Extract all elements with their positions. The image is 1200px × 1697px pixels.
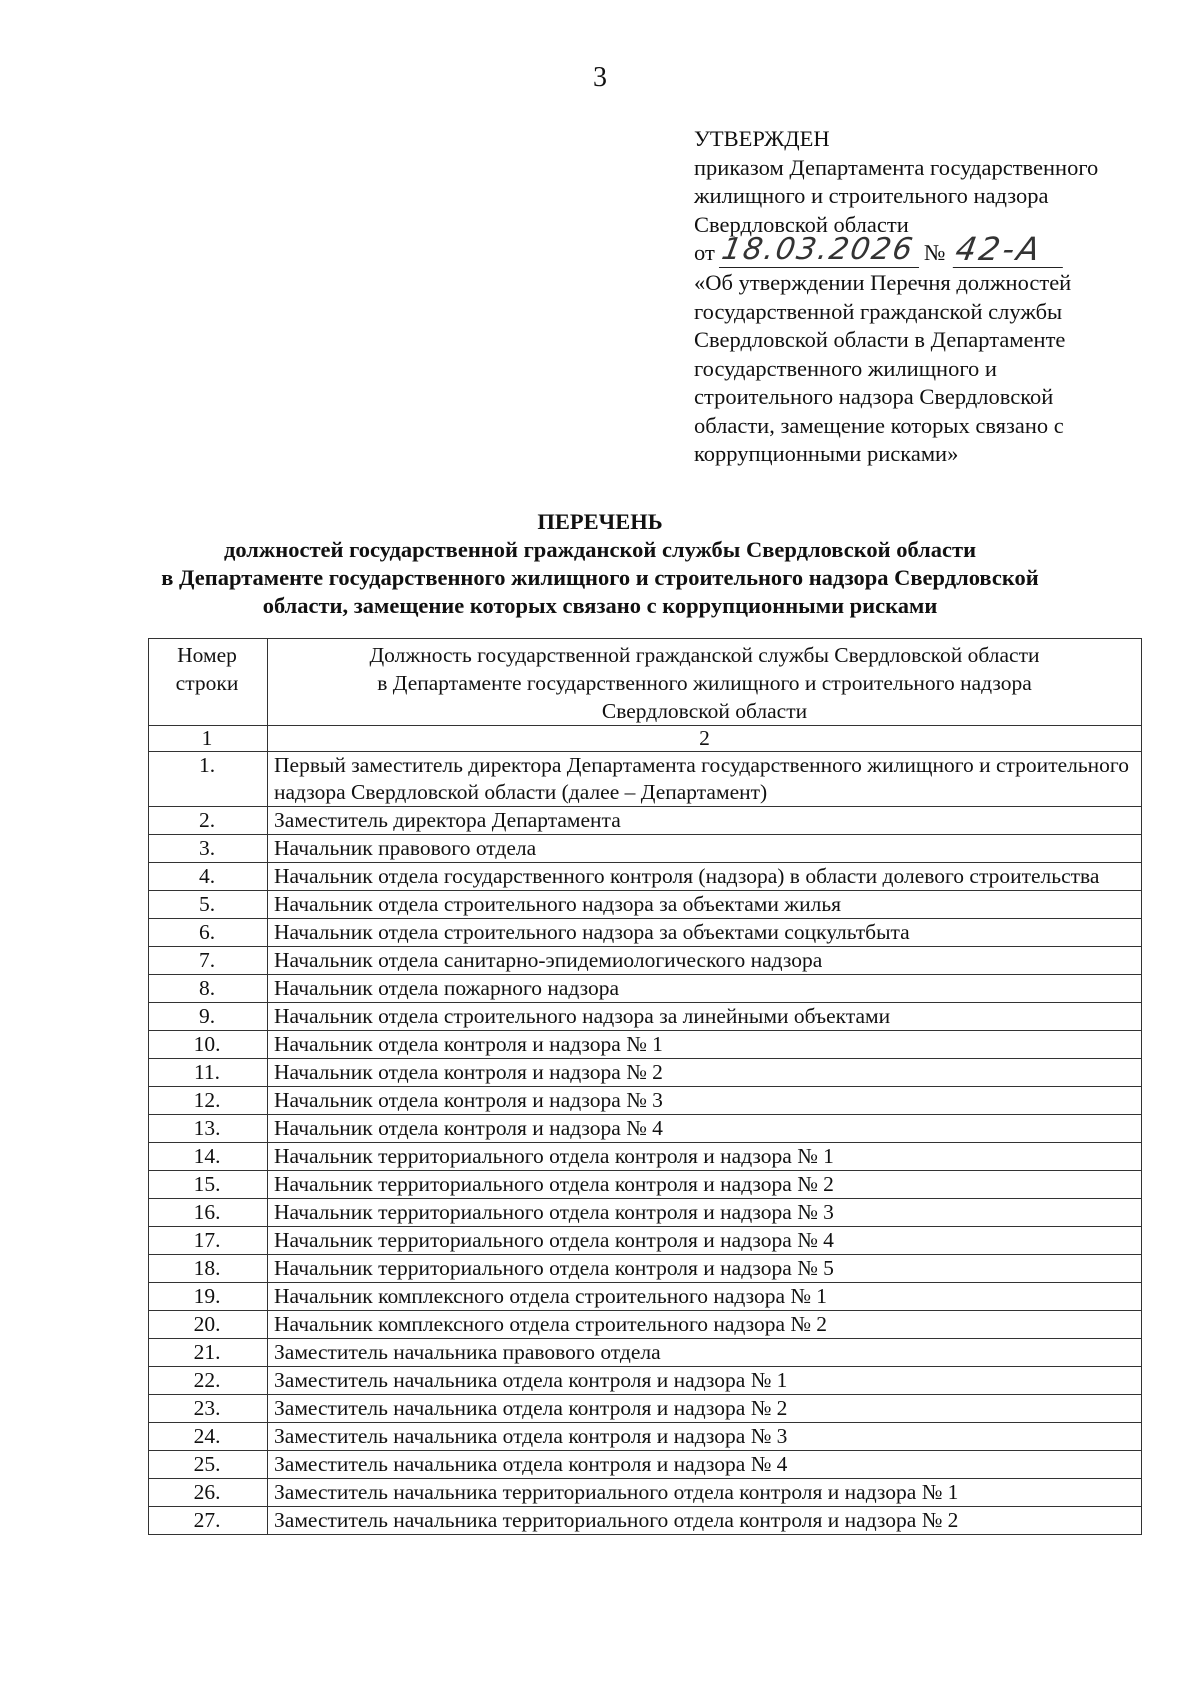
row-number-cell: 1. [149, 752, 268, 807]
header-text: Должность государственной гражданской службы Свердловской области [369, 643, 1040, 667]
approval-subject-line: Свердловской области в Департаменте [694, 327, 1066, 352]
approval-subject-line: государственной гражданской службы [694, 298, 1063, 324]
document-title [0, 508, 1200, 620]
row-number-cell: 3. [149, 835, 268, 863]
row-number-cell: 26. [149, 1479, 268, 1507]
page-number: 3 [593, 62, 607, 93]
row-number-cell: 18. [149, 1255, 268, 1283]
row-number-cell: 24. [149, 1423, 268, 1451]
positions-table [148, 638, 1142, 1535]
header-number-cell [149, 639, 268, 726]
title-line: ПЕРЕЧЕНЬ [537, 509, 663, 534]
table-row [149, 752, 1142, 807]
table-header-row [149, 639, 1142, 726]
table-row [149, 807, 1142, 835]
table-row [149, 1367, 1142, 1395]
row-position-cell: Заместитель директора Департамента [268, 807, 1142, 835]
row-position-cell: Начальник комплексного отдела строительного надзора № 1 [268, 1283, 1142, 1311]
row-position-cell: Начальник отдела пожарного надзора [268, 975, 1142, 1003]
row-position-cell: Начальник территориального отдела контроля и надзора № 2 [268, 1171, 1142, 1199]
table-row [149, 1395, 1142, 1423]
table-row [149, 919, 1142, 947]
handwritten-date: 18.03.2026 [719, 233, 925, 268]
title-line: области, замещение которых связано с коррупционными рисками [262, 593, 938, 618]
row-position-cell: Начальник территориального отдела контроля и надзора № 3 [268, 1199, 1142, 1227]
row-number-cell: 17. [149, 1227, 268, 1255]
row-position-cell: Начальник отдела контроля и надзора № 3 [268, 1087, 1142, 1115]
row-number-cell: 4. [149, 863, 268, 891]
approval-subject-line: области, замещение которых связано с [694, 412, 1064, 438]
approval-heading: УТВЕРЖДЕН [694, 126, 830, 151]
row-position-cell: Начальник отдела контроля и надзора № 2 [268, 1059, 1142, 1087]
row-number-cell: 8. [149, 975, 268, 1003]
row-number-cell: 25. [149, 1451, 268, 1479]
table-row [149, 1255, 1142, 1283]
table-row [149, 975, 1142, 1003]
approval-subject-line: коррупционными рисками» [694, 441, 959, 466]
row-number-cell: 23. [149, 1395, 268, 1423]
row-number-cell: 6. [149, 919, 268, 947]
table-row [149, 1451, 1142, 1479]
table-row [149, 1031, 1142, 1059]
row-number-cell: 15. [149, 1171, 268, 1199]
table-row [149, 1171, 1142, 1199]
header-position-cell [268, 639, 1142, 726]
table-row [149, 1199, 1142, 1227]
row-position-cell: Начальник отдела контроля и надзора № 4 [268, 1115, 1142, 1143]
row-position-cell: Заместитель начальника отдела контроля и надзора № 4 [268, 1451, 1142, 1479]
row-number-cell: 7. [149, 947, 268, 975]
table-index-row [149, 726, 1142, 752]
row-position-cell: Начальник территориального отдела контроля и надзора № 1 [268, 1143, 1142, 1171]
row-position-cell: Начальник отдела контроля и надзора № 1 [268, 1031, 1142, 1059]
row-position-cell: Начальник отдела строительного надзора за объектами соцкультбыта [268, 919, 1142, 947]
table-row [149, 1003, 1142, 1031]
table-row [149, 891, 1142, 919]
header-text: Свердловской области [601, 699, 808, 723]
row-position-cell: Заместитель начальника территориального отдела контроля и надзора № 2 [268, 1507, 1142, 1535]
row-number-cell: 2. [149, 807, 268, 835]
table-row [149, 947, 1142, 975]
table-row [149, 1143, 1142, 1171]
approval-subject-line: строительного надзора Свердловской [694, 384, 1054, 409]
header-text: Номер [177, 643, 237, 667]
table-row [149, 1423, 1142, 1451]
row-number-cell: 22. [149, 1367, 268, 1395]
header-text: строки [175, 671, 239, 695]
row-position-cell: Начальник территориального отдела контроля и надзора № 4 [268, 1227, 1142, 1255]
row-position-cell: Начальник территориального отдела контроля и надзора № 5 [268, 1255, 1142, 1283]
table-row [149, 1115, 1142, 1143]
table-row [149, 1227, 1142, 1255]
handwritten-number: 42-А [953, 231, 1070, 268]
approval-subject-line: государственного жилищного и [694, 355, 997, 381]
approval-order-line: жилищного и строительного надзора [694, 183, 1049, 208]
row-position-cell: Начальник отдела санитарно-эпидемиологического надзора [268, 947, 1142, 975]
row-position-cell: Заместитель начальника отдела контроля и надзора № 1 [268, 1367, 1142, 1395]
row-number-cell: 21. [149, 1339, 268, 1367]
header-text: в Департаменте государственного жилищного и строительного надзора [377, 671, 1032, 695]
title-line: в Департаменте государственного жилищного и строительного надзора Свердловской [161, 565, 1039, 590]
row-position-cell: Первый заместитель директора Департамента государственного жилищного и строительного надзора Свердловской области (далее – Департамент) [268, 752, 1142, 807]
row-position-cell: Начальник отдела государственного контроля (надзора) в области долевого строительства [268, 863, 1142, 891]
row-position-cell: Начальник правового отдела [268, 835, 1142, 863]
row-position-cell: Заместитель начальника отдела контроля и надзора № 3 [268, 1423, 1142, 1451]
row-position-cell: Начальник отдела строительного надзора за объектами жилья [268, 891, 1142, 919]
row-number-cell: 16. [149, 1199, 268, 1227]
table-row [149, 1339, 1142, 1367]
table-row [149, 1479, 1142, 1507]
table-row [149, 1311, 1142, 1339]
table-row [149, 1283, 1142, 1311]
row-position-cell: Начальник комплексного отдела строительного надзора № 2 [268, 1311, 1142, 1339]
row-position-cell: Заместитель начальника территориального отдела контроля и надзора № 1 [268, 1479, 1142, 1507]
approval-order-line: приказом Департамента государственного [694, 154, 1099, 180]
index-cell: 2 [268, 726, 1142, 752]
row-position-cell: Начальник отдела строительного надзора за линейными объектами [268, 1003, 1142, 1031]
approval-order-line: Свердловской области [694, 211, 909, 237]
index-cell: 1 [149, 726, 268, 752]
table-row [149, 863, 1142, 891]
approval-block [694, 125, 1194, 469]
row-number-cell: 12. [149, 1087, 268, 1115]
row-position-cell: Заместитель начальника отдела контроля и надзора № 2 [268, 1395, 1142, 1423]
row-number-cell: 9. [149, 1003, 268, 1031]
row-number-cell: 20. [149, 1311, 268, 1339]
approval-subject-line: «Об утверждении Перечня должностей [694, 270, 1072, 295]
number-sign: № [924, 240, 946, 265]
approval-date-number-line [694, 230, 1194, 269]
row-number-cell: 5. [149, 891, 268, 919]
table-row [149, 1059, 1142, 1087]
date-prefix: от [694, 240, 715, 265]
row-number-cell: 19. [149, 1283, 268, 1311]
row-number-cell: 27. [149, 1507, 268, 1535]
table-row [149, 1087, 1142, 1115]
table-row [149, 835, 1142, 863]
row-position-cell: Заместитель начальника правового отдела [268, 1339, 1142, 1367]
row-number-cell: 10. [149, 1031, 268, 1059]
row-number-cell: 13. [149, 1115, 268, 1143]
row-number-cell: 11. [149, 1059, 268, 1087]
table-row [149, 1507, 1142, 1535]
row-number-cell: 14. [149, 1143, 268, 1171]
title-line: должностей государственной гражданской службы Свердловской области [223, 537, 977, 562]
